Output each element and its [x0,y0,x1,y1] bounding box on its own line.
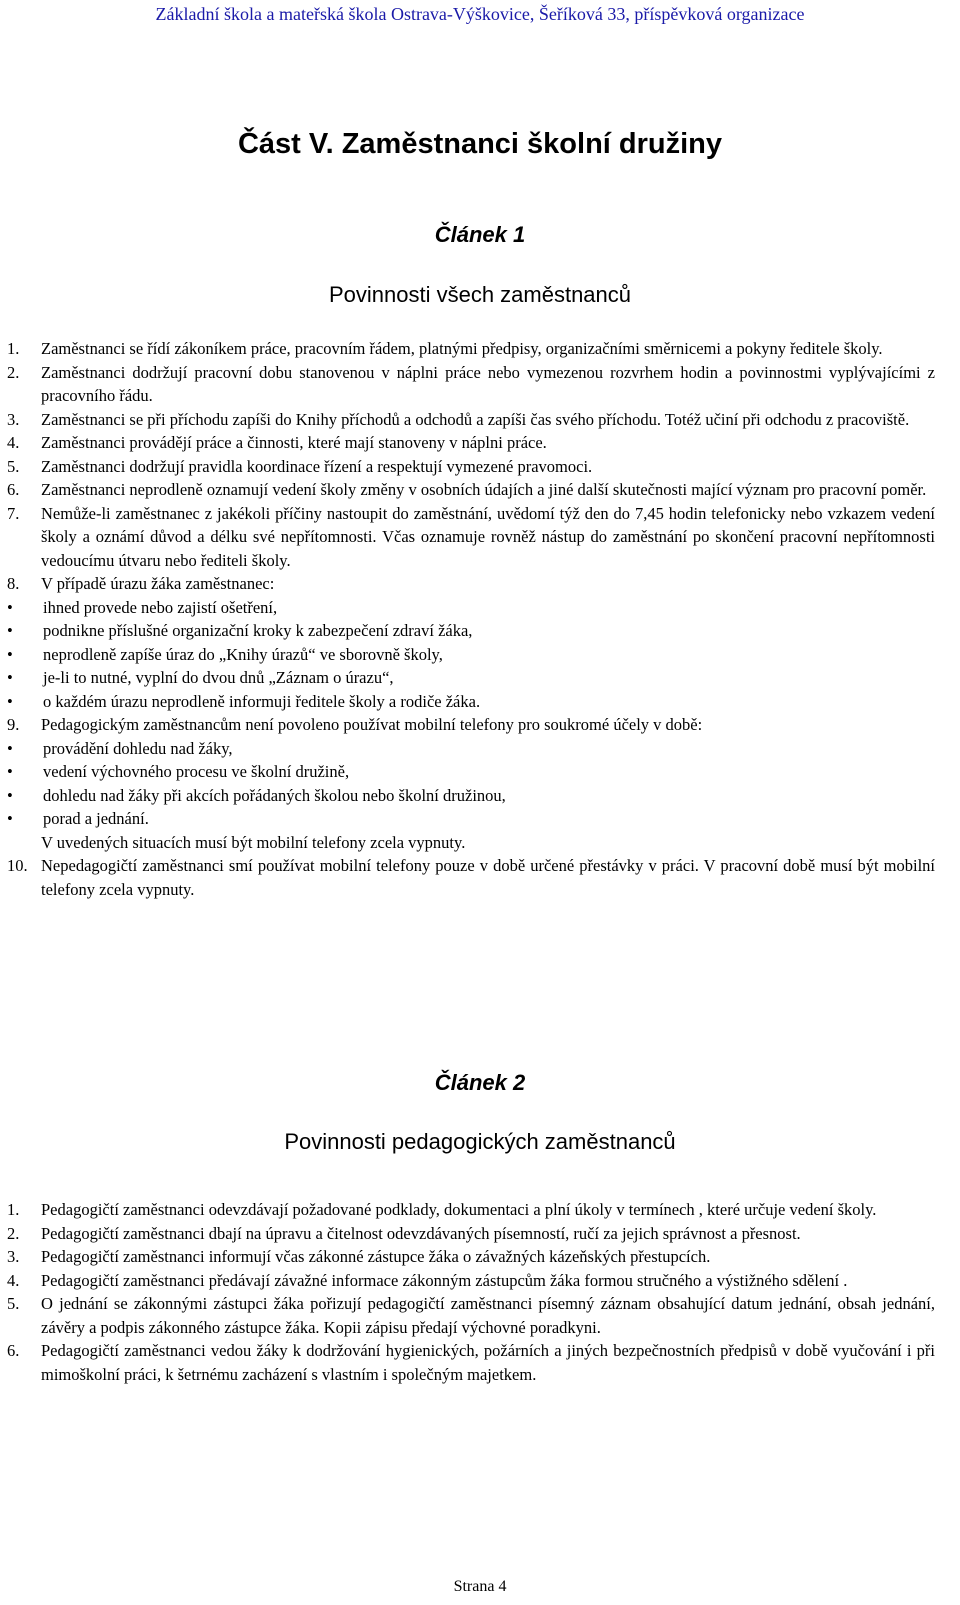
item-text: Pedagogičtí zaměstnanci dbají na úpravu a čitelnost odevzdávaných písemností, ručí za jejich správnost a přesnost. [41,1223,801,1243]
list-item [7,1292,935,1339]
bullet-item [7,737,935,761]
item-number: 8. [7,574,20,593]
bullet-text: vedení výchovného procesu ve školní družině, [43,762,350,781]
bullet-text: ihned provede nebo zajistí ošetření, [43,597,278,617]
item-number: 5. [7,1294,20,1313]
item-number: 5. [7,456,20,476]
bullet-item [7,690,935,714]
bullet-item [7,596,935,620]
article-2-title: Článek 2 [434,1070,526,1095]
item-number: 10. [7,856,28,875]
bullet-text: neprodleně zapíše úraz do „Knihy úrazů“ ve sborovně školy, [43,644,443,664]
bullet-text: dohledu nad žáky při akcích pořádaných školou nebo školní družinou, [43,785,506,805]
list-item [7,1269,935,1293]
item-9-bullets [7,737,935,831]
bullet-text: o každém úrazu neprodleně informuji ředitele školy a rodiče žáka. [43,691,481,711]
item-text: Pedagogičtí zaměstnanci informují včas zákonné zástupce žáka o závažných kázeňských přestupcích. [41,1247,711,1266]
item-8-bullets [7,596,935,714]
bullet-item [7,666,935,690]
list-item [7,431,935,455]
list-item [7,337,935,361]
list-item [7,1339,935,1386]
article-1-subtitle: Povinnosti všech zaměstnanců [328,282,632,307]
list-item [7,478,935,502]
item-number: 3. [7,409,20,429]
item-number: 3. [7,1247,20,1266]
item-text: Zaměstnanci se řídí zákoníkem práce, pracovním řádem, platnými předpisy, organizačními směrnicemi a pokyny ředitele školy. [41,339,883,358]
item-text: V případě úrazu žáka zaměstnanec: [41,574,275,593]
item-text: Nepedagogičtí zaměstnanci smí používat mobilní telefony pouze v době určené přestávky v práci. V pracovní době musí být mobilní telefony zcela vypnuty. [41,856,935,899]
list-item [7,1245,935,1269]
bullet-icon: • [7,738,13,758]
item-number: 2. [7,1223,20,1243]
item-number: 1. [7,1200,20,1219]
bullet-icon: • [7,644,13,664]
page-number: Strana 4 [453,1578,507,1595]
list-item [7,572,935,713]
part-title: Část V. Zaměstnanci školní družiny [237,128,723,160]
bullet-icon: • [7,621,13,640]
item-text: Pedagogičtí zaměstnanci vedou žáky k dodržování hygienických, požárních a jiných bezpečnostních předpisů v době vyučování i při mimoškolní práci, k šetrnému zacházení s vlastním i společným majetkem. [41,1341,935,1384]
bullet-item [7,784,935,808]
bullet-text: podnikne příslušné organizační kroky k zabezpečení zdraví žáka, [43,621,473,640]
item-text: Pedagogičtí zaměstnanci odevzdávají požadované podklady, dokumentaci a plní úkoly v termínech , které určuje vedení školy. [41,1200,877,1219]
bullet-icon: • [7,597,13,617]
bullet-item [7,643,935,667]
item-number: 6. [7,1341,20,1360]
item-text: Zaměstnanci neprodleně oznamují vedení školy změny v osobních údajích a jiné další skutečnosti mající význam pro pracovní poměr. [41,480,927,499]
article-1-list [7,337,935,901]
item-9-note: V uvedených situacích musí být mobilní telefony zcela vypnuty. [41,832,466,852]
item-number: 9. [7,715,20,734]
item-text: Nemůže-li zaměstnanec z jakékoli příčiny nastoupit do zaměstnání, uvědomí týž den do 7,45 hodin telefonicky nebo vzkazem vedení školy a oznámí důvod a délku své nepřítomnosti. Včas oznamuje rovněž nástup do zaměstnání po skončení pracovní nepřítomnosti vedoucímu útvaru nebo řediteli školy. [41,503,935,570]
item-text: Pedagogickým zaměstnancům není povoleno používat mobilní telefony pro soukromé účely v době: [41,715,703,734]
list-item [7,854,935,901]
list-item [7,408,935,432]
bullet-text: porad a jednání. [43,809,149,828]
article-2-subtitle: Povinnosti pedagogických zaměstnanců [284,1129,676,1154]
item-number: 6. [7,480,20,499]
item-number: 7. [7,503,20,523]
item-text: Zaměstnanci se při příchodu zapíši do Knihy příchodů a odchodů a zapíši čas svého příchodu. Totéž učiní při odchodu z pracoviště. [41,409,910,429]
bullet-item [7,760,935,784]
list-item [7,1198,935,1222]
list-item [7,361,935,408]
list-item [7,713,935,854]
bullet-item [7,619,935,643]
bullet-icon: • [7,762,13,781]
bullet-icon: • [7,668,13,687]
item-text: O jednání se zákonnými zástupci žáka pořizují pedagogičtí zaměstnanci písemný záznam obsahující datum jednání, obsah jednání, závěry a podpis zákonného zástupce žáka. Kopii zápisu předají výchovné poradkyni. [41,1294,935,1337]
item-number: 2. [7,362,20,382]
item-number: 4. [7,433,20,452]
item-number: 4. [7,1270,20,1290]
bullet-icon: • [7,691,13,711]
item-number: 1. [7,339,20,358]
item-text: Zaměstnanci dodržují pravidla koordinace řízení a respektují vymezené pravomoci. [41,456,593,476]
article-1-title: Článek 1 [434,222,526,247]
page-header: Základní škola a mateřská škola Ostrava-Výškovice, Šeříková 33, příspěvková organizace [155,4,805,24]
article-2-list [7,1198,935,1386]
bullet-text: je-li to nutné, vyplní do dvou dnů „Záznam o úrazu“, [43,668,394,687]
bullet-icon: • [7,809,13,828]
list-item [7,455,935,479]
item-text: Zaměstnanci dodržují pracovní dobu stanovenou v náplni práce nebo vymezenou rozvrhem hodin a povinnostmi vyplývajícími z pracovního řádu. [41,362,935,405]
list-item [7,1222,935,1246]
bullet-text: provádění dohledu nad žáky, [43,738,233,758]
list-item [7,502,935,573]
item-text: Zaměstnanci provádějí práce a činnosti, které mají stanoveny v náplni práce. [41,433,547,452]
bullet-icon: • [7,785,13,805]
bullet-item [7,807,935,831]
item-text: Pedagogičtí zaměstnanci předávají závažné informace zákonným zástupcům žáka formou stručného a výstižného sdělení . [41,1270,848,1290]
